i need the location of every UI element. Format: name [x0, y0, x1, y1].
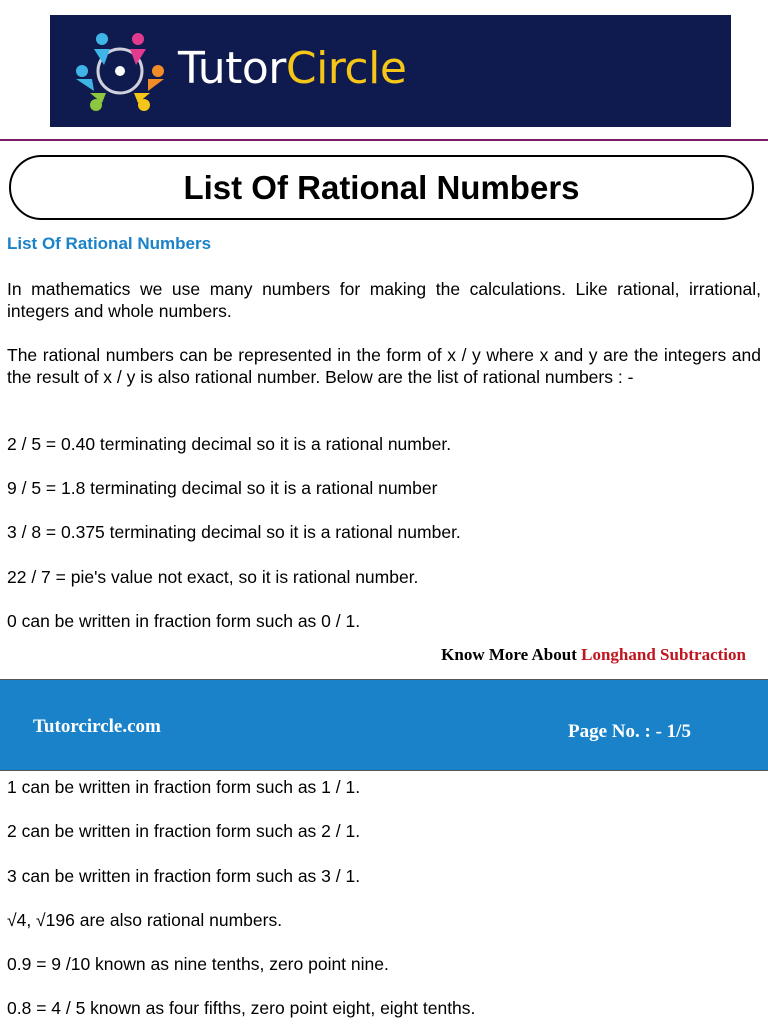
definition-paragraph: The rational numbers can be represented in the form of x / y where x and y are the integers and the result of x / y is also rational number. Below are the list of rational numbers : -	[7, 345, 761, 387]
example-line: 3 can be written in fraction form such as 3 / 1.	[7, 866, 361, 886]
footer-site: Tutorcircle.com	[33, 716, 161, 737]
logo-wordmark	[178, 45, 406, 93]
example-line: 22 / 7 = pie's value not exact, so it is rational number.	[7, 567, 419, 587]
example-line: 1 can be written in fraction form such as 1 / 1.	[7, 777, 361, 797]
logo-word-tutor: Tutor	[178, 43, 286, 94]
intro-paragraph: In mathematics we use many numbers for making the calculations. Like rational, irrational, integers and whole numbers.	[7, 279, 761, 321]
page-footer	[0, 679, 768, 771]
know-more	[441, 645, 746, 665]
logo-icon	[72, 25, 168, 117]
page-title: List Of Rational Numbers	[183, 168, 580, 206]
title-box	[9, 155, 754, 220]
header-divider	[0, 139, 768, 141]
page-number: Page No. : - 1/5	[568, 721, 691, 742]
example-line: 3 / 8 = 0.375 terminating decimal so it is a rational number.	[7, 522, 461, 542]
header-banner	[50, 15, 731, 127]
know-more-link[interactable]: Longhand Subtraction	[581, 645, 746, 664]
know-more-prefix: Know More About	[441, 645, 582, 664]
example-line: 9 / 5 = 1.8 terminating decimal so it is a rational number	[7, 478, 438, 498]
logo-word-circle: Circle	[285, 43, 407, 94]
section-heading: List Of Rational Numbers	[7, 234, 212, 253]
example-line: 2 can be written in fraction form such as 2 / 1.	[7, 821, 361, 841]
example-line: 0 can be written in fraction form such as 0 / 1.	[7, 611, 361, 631]
example-line: 0.8 = 4 / 5 known as four fifths, zero point eight, eight tenths.	[7, 998, 476, 1018]
example-line: 0.9 = 9 /10 known as nine tenths, zero point nine.	[7, 954, 389, 974]
example-line: √4, √196 are also rational numbers.	[7, 910, 283, 930]
example-line: 2 / 5 = 0.40 terminating decimal so it is a rational number.	[7, 434, 452, 454]
